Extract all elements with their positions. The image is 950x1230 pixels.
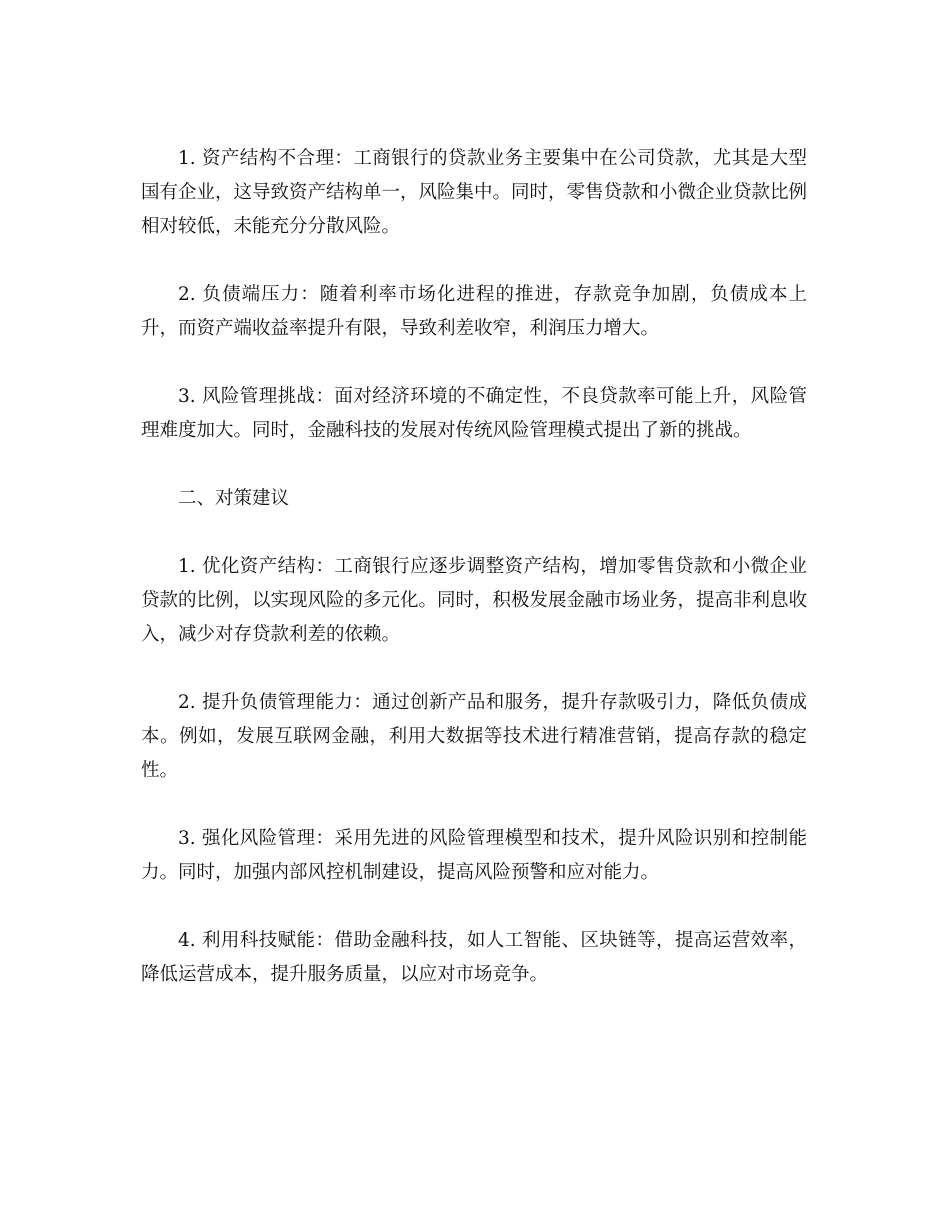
suggestion-liability-management: 2. 提升负债管理能力：通过创新产品和服务，提升存款吸引力，降低负债成本。例如，发展互联网金融，利用大数据等技术进行精准营销，提高存款的稳定性。 (141, 692, 807, 781)
section-heading: 二、对策建议 (178, 488, 290, 509)
paragraph-risk-management-challenge: 3. 风险管理挑战：面对经济环境的不确定性，不良贷款率可能上升，风险管理难度加大。同时，金融科技的发展对传统风险管理模式提出了新的挑战。 (141, 386, 807, 441)
paragraph-liability-pressure: 2. 负债端压力：随着利率市场化进程的推进，存款竞争加剧，负债成本上升，而资产端收益率提升有限，导致利差收窄，利润压力增大。 (141, 284, 807, 339)
suggestion-risk-management: 3. 强化风险管理：采用先进的风险管理模型和技术，提升风险识别和控制能力。同时，加强内部风控机制建设，提高风险预警和应对能力。 (141, 828, 807, 883)
suggestion-tech-empowerment: 4. 利用科技赋能：借助金融科技，如人工智能、区块链等，提高运营效率，降低运营成本，提升服务质量，以应对市场竞争。 (141, 930, 807, 985)
suggestion-optimize-assets: 1. 优化资产结构：工商银行应逐步调整资产结构，增加零售贷款和小微企业贷款的比例，以实现风险的多元化。同时，积极发展金融市场业务，提高非利息收入，减少对存贷款利差的依赖。 (141, 556, 808, 645)
paragraph-asset-structure: 1. 资产结构不合理：工商银行的贷款业务主要集中在公司贷款，尤其是大型国有企业，这导致资产结构单一，风险集中。同时，零售贷款和小微企业贷款比例相对较低，未能充分分散风险。 (141, 148, 808, 237)
document-body (141, 142, 807, 1026)
